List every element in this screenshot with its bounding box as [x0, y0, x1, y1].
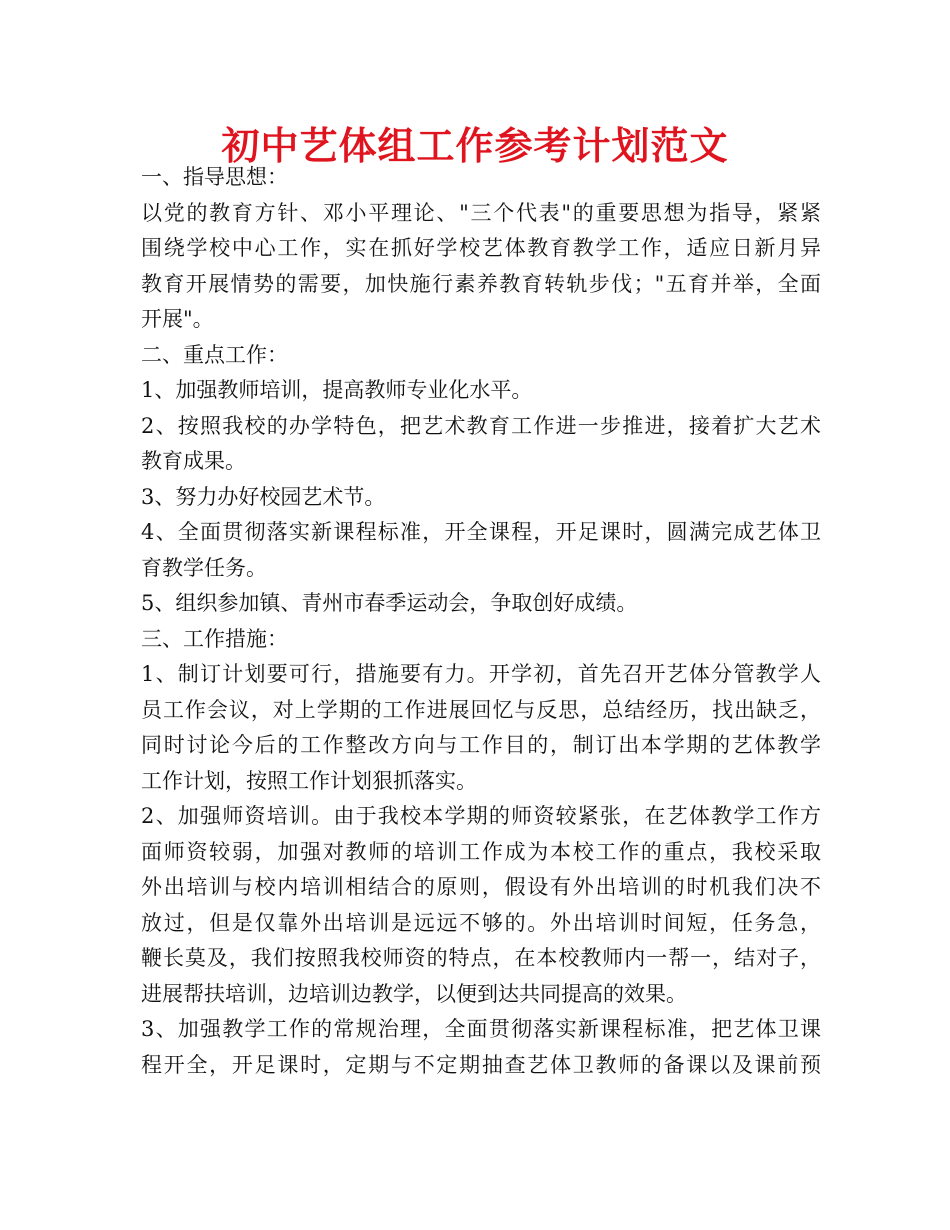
text-line: 2、加强师资培训。由于我校本学期的师资较紧张，在艺体教学工作方 — [141, 804, 821, 828]
text-line: 1、加强教师培训，提高教师专业化水平。 — [141, 378, 533, 402]
text-line: 程开全，开足课时，定期与不定期抽查艺体卫教师的备课以及课前预 — [141, 1052, 821, 1077]
text-line: 1、制订计划要可行，措施要有力。开学初，首先召开艺体分管教学人 — [141, 662, 821, 686]
text-line: 放过，但是仅靠外出培训是远远不够的。外出培训时间短，任务急， — [141, 910, 821, 935]
text-line: 教育成果。 — [141, 449, 246, 473]
text-line: 教育开展情势的需要，加快施行素养教育转轨步伐；"五育并举，全面 — [141, 271, 821, 296]
text-line: 2、按照我校的办学特色，把艺术教育工作进一步推进，接着扩大艺术 — [141, 413, 821, 438]
document-title: 初中艺体组工作参考计划范文 — [221, 124, 729, 168]
text-line: 一、指导思想： — [141, 165, 288, 189]
text-line: 员工作会议，对上学期的工作进展回忆与反思，总结经历，找出缺乏， — [141, 697, 821, 722]
text-line: 3、努力办好校园艺术节。 — [141, 484, 386, 509]
text-line: 5、组织参加镇、青州市春季运动会，争取创好成绩。 — [141, 591, 638, 615]
text-line: 三、工作措施： — [141, 626, 288, 651]
text-line: 面师资较弱，加强对教师的培训工作成为本校工作的重点，我校采取 — [141, 839, 821, 864]
text-line: 育教学任务。 — [141, 555, 267, 580]
text-line: 二、重点工作： — [141, 342, 288, 367]
text-line: 外出培训与校内培训相结合的原则，假设有外出培训的时机我们决不 — [141, 875, 821, 899]
text-line: 开展"。 — [141, 307, 214, 331]
text-line: 鞭长莫及，我们按照我校师资的特点，在本校教师内一帮一，结对子， — [141, 946, 821, 970]
text-line: 围绕学校中心工作，实在抓好学校艺体教育教学工作，适应日新月异 — [141, 236, 821, 260]
text-line: 3、加强教学工作的常规治理，全面贯彻落实新课程标准，把艺体卫课 — [141, 1017, 821, 1041]
text-line: 同时讨论今后的工作整改方向与工作目的，制订出本学期的艺体教学 — [141, 733, 821, 757]
document-body — [141, 160, 821, 1083]
text-line: 工作计划，按照工作计划狠抓落实。 — [141, 768, 477, 793]
text-line: 进展帮扶培训，边培训边教学，以便到达共同提高的效果。 — [141, 981, 687, 1006]
text-line: 以党的教育方针、邓小平理论、"三个代表"的重要思想为指导，紧紧 — [141, 200, 821, 225]
text-line: 4、全面贯彻落实新课程标准，开全课程，开足课时，圆满完成艺体卫 — [141, 520, 821, 544]
